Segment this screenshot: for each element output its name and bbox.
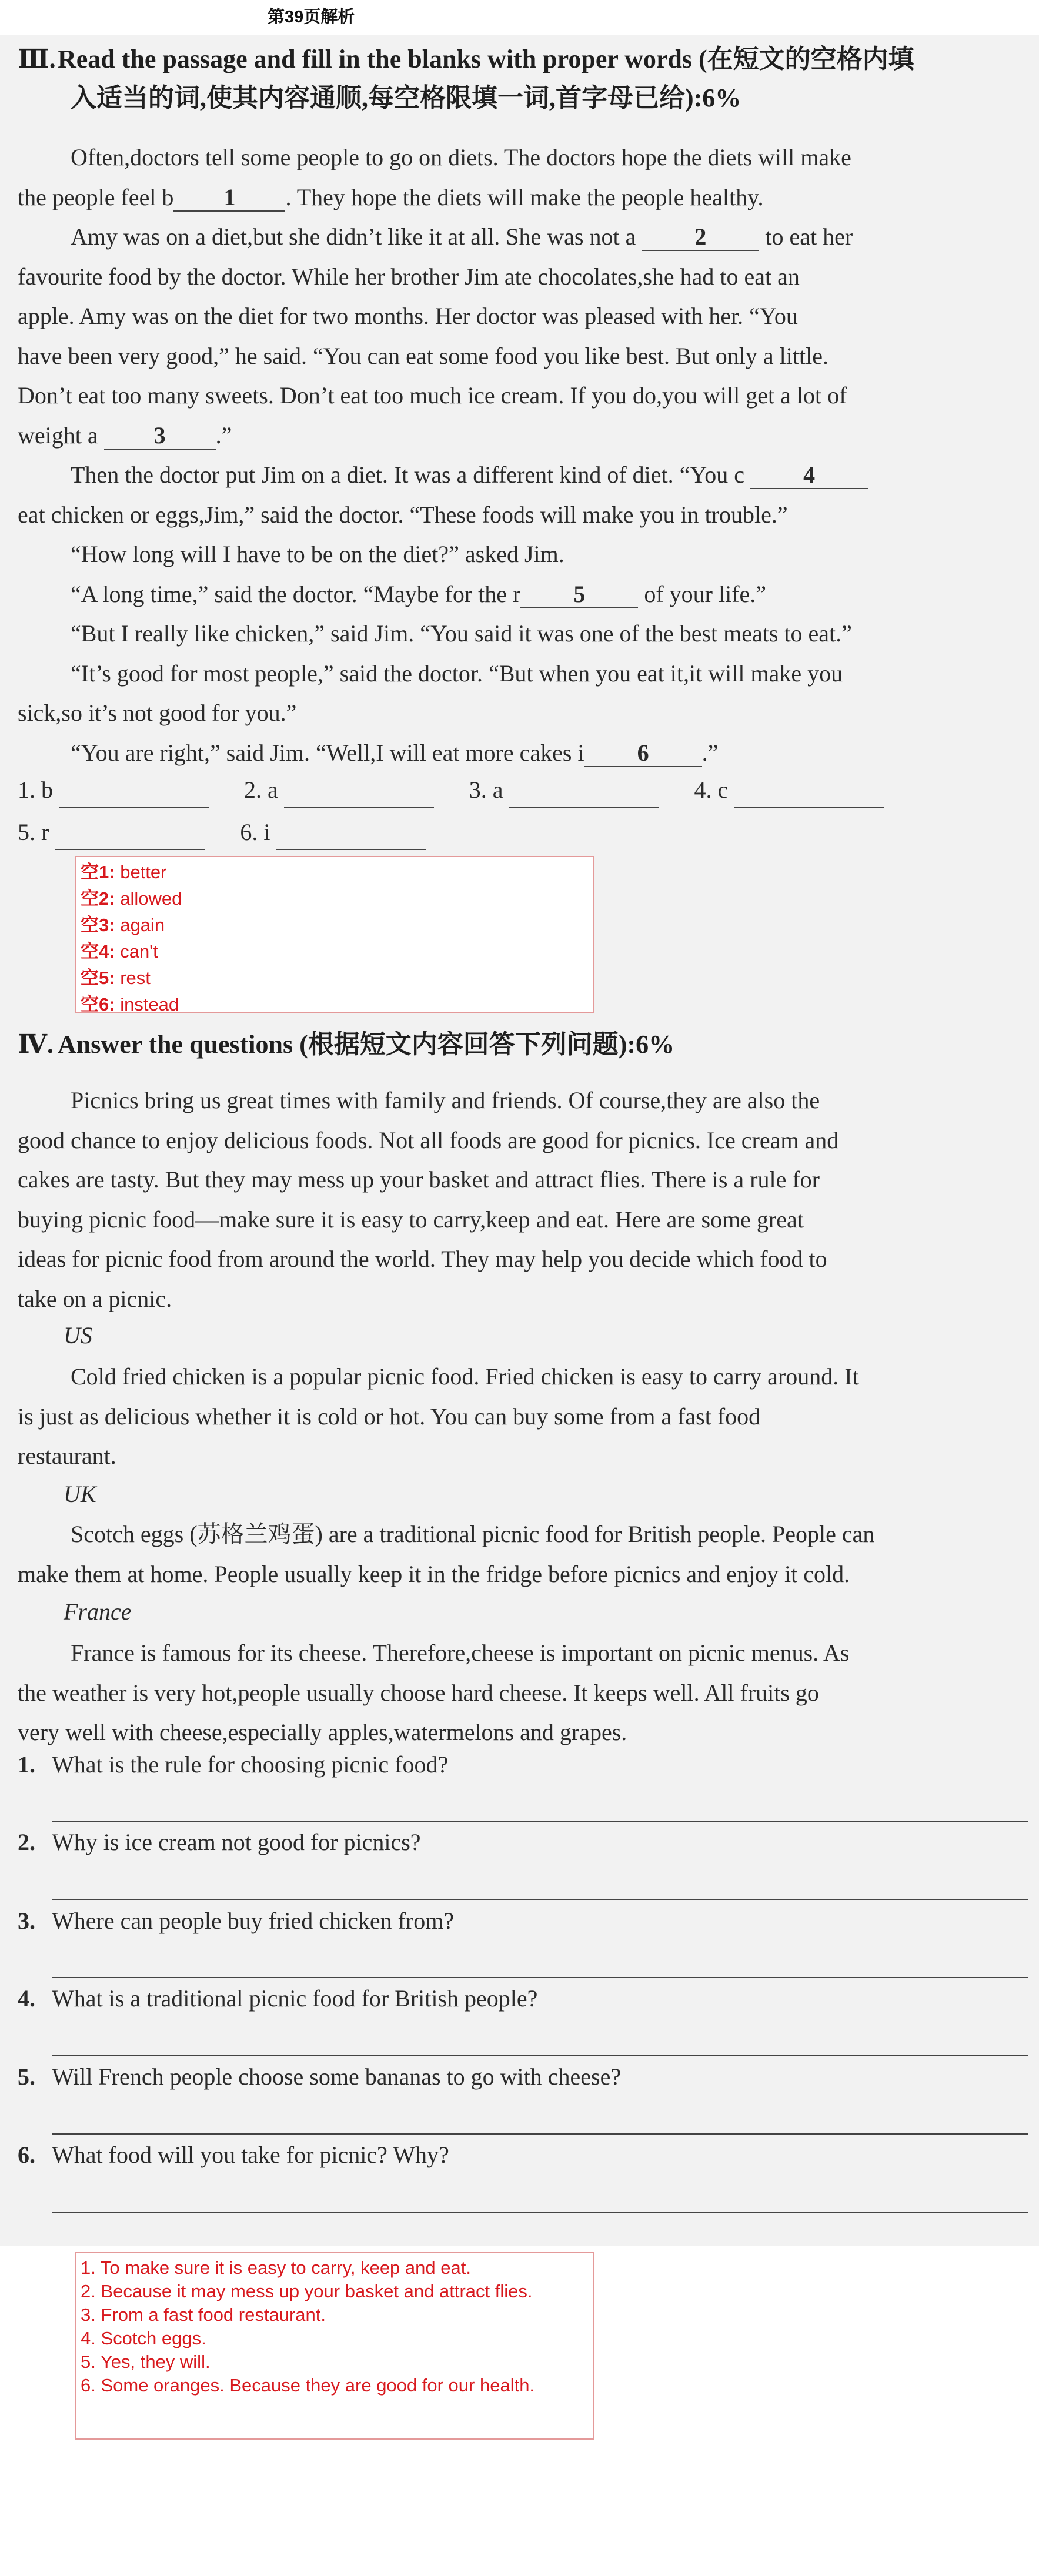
- passage-line: the weather is very hot,people usually choose hard cheese. It keeps well. All fruits go: [18, 1679, 819, 1706]
- country-uk-label: UK: [64, 1481, 96, 1507]
- answer-key-box: [75, 856, 594, 1013]
- answer-key-item: [81, 859, 588, 885]
- text-run: weight a: [18, 421, 98, 449]
- question-3: [18, 1907, 454, 1935]
- section4-heading: [18, 1025, 674, 1064]
- passage-line: good chance to enjoy delicious foods. Not all foods are good for picnics. Ice cream and: [18, 1126, 839, 1153]
- answer-slot-line: [276, 825, 426, 850]
- passage-line: sick,so it’s not good for you.”: [18, 700, 297, 726]
- blank-6: 6: [584, 740, 702, 767]
- text-run: . They hope the diets will make the people healthy.: [285, 183, 764, 210]
- page-title: 第39页解析: [268, 8, 355, 26]
- answer-slot-line: [284, 783, 434, 808]
- section3-numeral: Ⅲ.: [18, 45, 56, 73]
- passage-line: [18, 574, 1035, 614]
- passage-line: [18, 416, 1035, 456]
- blank-2: 2: [642, 224, 759, 251]
- passage-line: cakes are tasty. But they may mess up your basket and attract flies. There is a rule for: [18, 1166, 820, 1193]
- question-text: What is the rule for choosing picnic food?: [52, 1751, 449, 1778]
- answer-key-text: instead: [120, 994, 179, 1015]
- passage-line: Cold fried chicken is a popular picnic food. Fried chicken is easy to carry around. It: [71, 1363, 859, 1390]
- question-4: [18, 1985, 537, 2012]
- answer-slot-line: [734, 783, 884, 808]
- question-text: What is a traditional picnic food for British people?: [52, 1985, 538, 2012]
- passage-line: restaurant.: [18, 1443, 116, 1469]
- question-text: Why is ice cream not good for picnics?: [52, 1829, 421, 1855]
- answer-key-text: allowed: [120, 888, 182, 909]
- text-run: .”: [215, 421, 232, 449]
- answer-slot-3: [469, 777, 659, 803]
- answer-line-5[interactable]: [52, 2133, 1028, 2135]
- question-text: Will French people choose some bananas to go with cheese?: [52, 2063, 622, 2090]
- passage-line: Often,doctors tell some people to go on diets. The doctors hope the diets will make: [71, 144, 851, 170]
- answer-row-2: [18, 815, 426, 850]
- answer-key-label: 空3:: [81, 915, 115, 935]
- answer-slot-label: 2. a: [244, 777, 278, 803]
- passage-line: eat chicken or eggs,Jim,” said the doctor. “These foods will make you in trouble.”: [18, 501, 788, 528]
- text-run: to eat her: [765, 223, 853, 250]
- passage-line: take on a picnic.: [18, 1285, 172, 1312]
- country-france-label: France: [64, 1598, 132, 1625]
- answer-line-4[interactable]: [52, 2055, 1028, 2056]
- answer-slot-line: [509, 783, 659, 808]
- answer-line-2[interactable]: [52, 1899, 1028, 1900]
- answer-key-label: 空4:: [81, 941, 115, 962]
- answer-line-6[interactable]: [52, 2212, 1028, 2213]
- answer-slot-5: [18, 819, 205, 845]
- answer-slot-line: [55, 825, 205, 850]
- section4-numeral: Ⅳ.: [18, 1030, 54, 1059]
- passage-line: ideas for picnic food from around the world. They may help you decide which food to: [18, 1246, 827, 1272]
- section3-heading-line1: Read the passage and fill in the blanks with proper words (在短文的空格内填: [58, 45, 914, 73]
- uk-paragraph: [18, 1514, 1035, 1594]
- text-run: of your life.”: [644, 580, 767, 607]
- answer-slot-label: 4. c: [694, 777, 729, 803]
- question-number: 2.: [18, 1829, 35, 1855]
- question-number: 5.: [18, 2063, 35, 2090]
- passage-line: “It’s good for most people,” said the doctor. “But when you eat it,it will make you: [71, 660, 843, 687]
- answer-row-1: [18, 772, 884, 808]
- text-run: “A long time,” said the doctor. “Maybe for the r: [71, 580, 521, 607]
- text-run: .”: [701, 739, 719, 766]
- question-text: Where can people buy fried chicken from?: [52, 1908, 455, 1934]
- blank-3: 3: [104, 423, 216, 450]
- answer-item: 6. Some oranges. Because they are good for our health.: [81, 2375, 535, 2396]
- passage-line: “But I really like chicken,” said Jim. “You said it was one of the best meats to eat.”: [71, 620, 852, 647]
- question-2: [18, 1828, 421, 1856]
- question-1: [18, 1751, 448, 1778]
- passage-line: apple. Amy was on the diet for two months. Her doctor was pleased with her. “You: [18, 303, 798, 329]
- text-run: “You are right,” said Jim. “Well,I will eat more cakes i: [71, 739, 584, 766]
- blank-4: 4: [750, 462, 868, 489]
- answer-slot-6: [240, 819, 426, 845]
- france-paragraph: [18, 1633, 1035, 1752]
- question-number: 3.: [18, 1908, 35, 1934]
- answer-line-1[interactable]: [52, 1821, 1028, 1822]
- answer-slot-label: 3. a: [469, 777, 503, 803]
- passage-line: make them at home. People usually keep it in the fridge before picnics and enjoy it cold.: [18, 1560, 850, 1587]
- answer-line-3[interactable]: [52, 1977, 1028, 1978]
- section4-heading-text: Answer the questions (根据短文内容回答下列问题):6%: [58, 1030, 675, 1059]
- answer-slot-1: [18, 777, 209, 803]
- answer-key-item: [81, 991, 588, 1018]
- passage-line: favourite food by the doctor. While her brother Jim ate chocolates,she had to eat an: [18, 263, 800, 290]
- passage-line: have been very good,” he said. “You can eat some food you like best. But only a little.: [18, 342, 828, 369]
- text-run: the people feel b: [18, 183, 174, 210]
- answer-key-label: 空5:: [81, 968, 115, 988]
- answer-key-label: 空1:: [81, 862, 115, 882]
- answer-key-label: 空2:: [81, 888, 115, 909]
- answer-slot-4: [694, 777, 884, 803]
- answer-slot-line: [59, 783, 209, 808]
- passage-line: is just as delicious whether it is cold or hot. You can buy some from a fast food: [18, 1403, 761, 1430]
- blank-5: 5: [520, 581, 638, 608]
- answer-item: 4. Scotch eggs.: [81, 2328, 206, 2348]
- section3-heading-line2: 入适当的词,使其内容通顺,每空格限填一词,首字母已给):6%: [71, 83, 741, 112]
- passage-line: [18, 733, 1035, 773]
- question-number: 1.: [18, 1751, 35, 1778]
- passage-line: [18, 217, 1035, 257]
- passage-line: [18, 455, 1035, 495]
- answers-box: [75, 2252, 594, 2440]
- section4-intro: [18, 1080, 1035, 1319]
- text-run: Then the doctor put Jim on a diet. It was a different kind of diet. “You c: [71, 461, 745, 488]
- passage-line: France is famous for its cheese. Therefore,cheese is important on picnic menus. As: [71, 1640, 850, 1666]
- question-number: 6.: [18, 2142, 35, 2168]
- text-run: Amy was on a diet,but she didn’t like it at all. She was not a: [71, 223, 636, 250]
- answer-key-text: better: [120, 862, 167, 882]
- us-paragraph: [18, 1357, 1035, 1476]
- passage-line: buying picnic food—make sure it is easy to carry,keep and eat. Here are some great: [18, 1206, 804, 1233]
- answer-item: 1. To make sure it is easy to carry, keep and eat.: [81, 2257, 471, 2278]
- answer-key-text: again: [120, 915, 165, 935]
- answer-slot-label: 5. r: [18, 819, 49, 845]
- answer-slot-label: 6. i: [240, 819, 270, 845]
- passage-line: [18, 178, 1035, 218]
- answer-item: 5. Yes, they will.: [81, 2351, 211, 2372]
- question-5: [18, 2063, 621, 2090]
- answer-slot-2: [244, 777, 434, 803]
- question-text: What food will you take for picnic? Why?: [52, 2142, 449, 2168]
- passage-line: “How long will I have to be on the diet?” asked Jim.: [71, 541, 564, 567]
- answer-key-text: can't: [120, 941, 158, 962]
- answer-key-item: [81, 938, 588, 965]
- section3-passage: [18, 138, 1035, 772]
- answer-key-item: [81, 965, 588, 991]
- country-us-label: US: [64, 1322, 92, 1349]
- passage-line: very well with cheese,especially apples,watermelons and grapes.: [18, 1719, 627, 1745]
- blank-1: 1: [173, 185, 285, 212]
- passage-line: Picnics bring us great times with family and friends. Of course,they are also the: [71, 1087, 820, 1113]
- answer-key-item: [81, 912, 588, 938]
- question-number: 4.: [18, 1985, 35, 2012]
- answer-slot-label: 1. b: [18, 777, 53, 803]
- answer-key-item: [81, 885, 588, 912]
- question-6: [18, 2141, 449, 2169]
- answer-item: 2. Because it may mess up your basket and attract flies.: [81, 2281, 533, 2301]
- section3-heading: [18, 40, 914, 118]
- answer-key-text: rest: [120, 968, 151, 988]
- answer-key-label: 空6:: [81, 994, 115, 1015]
- answer-item: 3. From a fast food restaurant.: [81, 2304, 326, 2325]
- passage-line: Don’t eat too many sweets. Don’t eat too much ice cream. If you do,you will get a lot of: [18, 382, 847, 409]
- passage-line: Scotch eggs (苏格兰鸡蛋) are a traditional picnic food for British people. People can: [71, 1521, 875, 1547]
